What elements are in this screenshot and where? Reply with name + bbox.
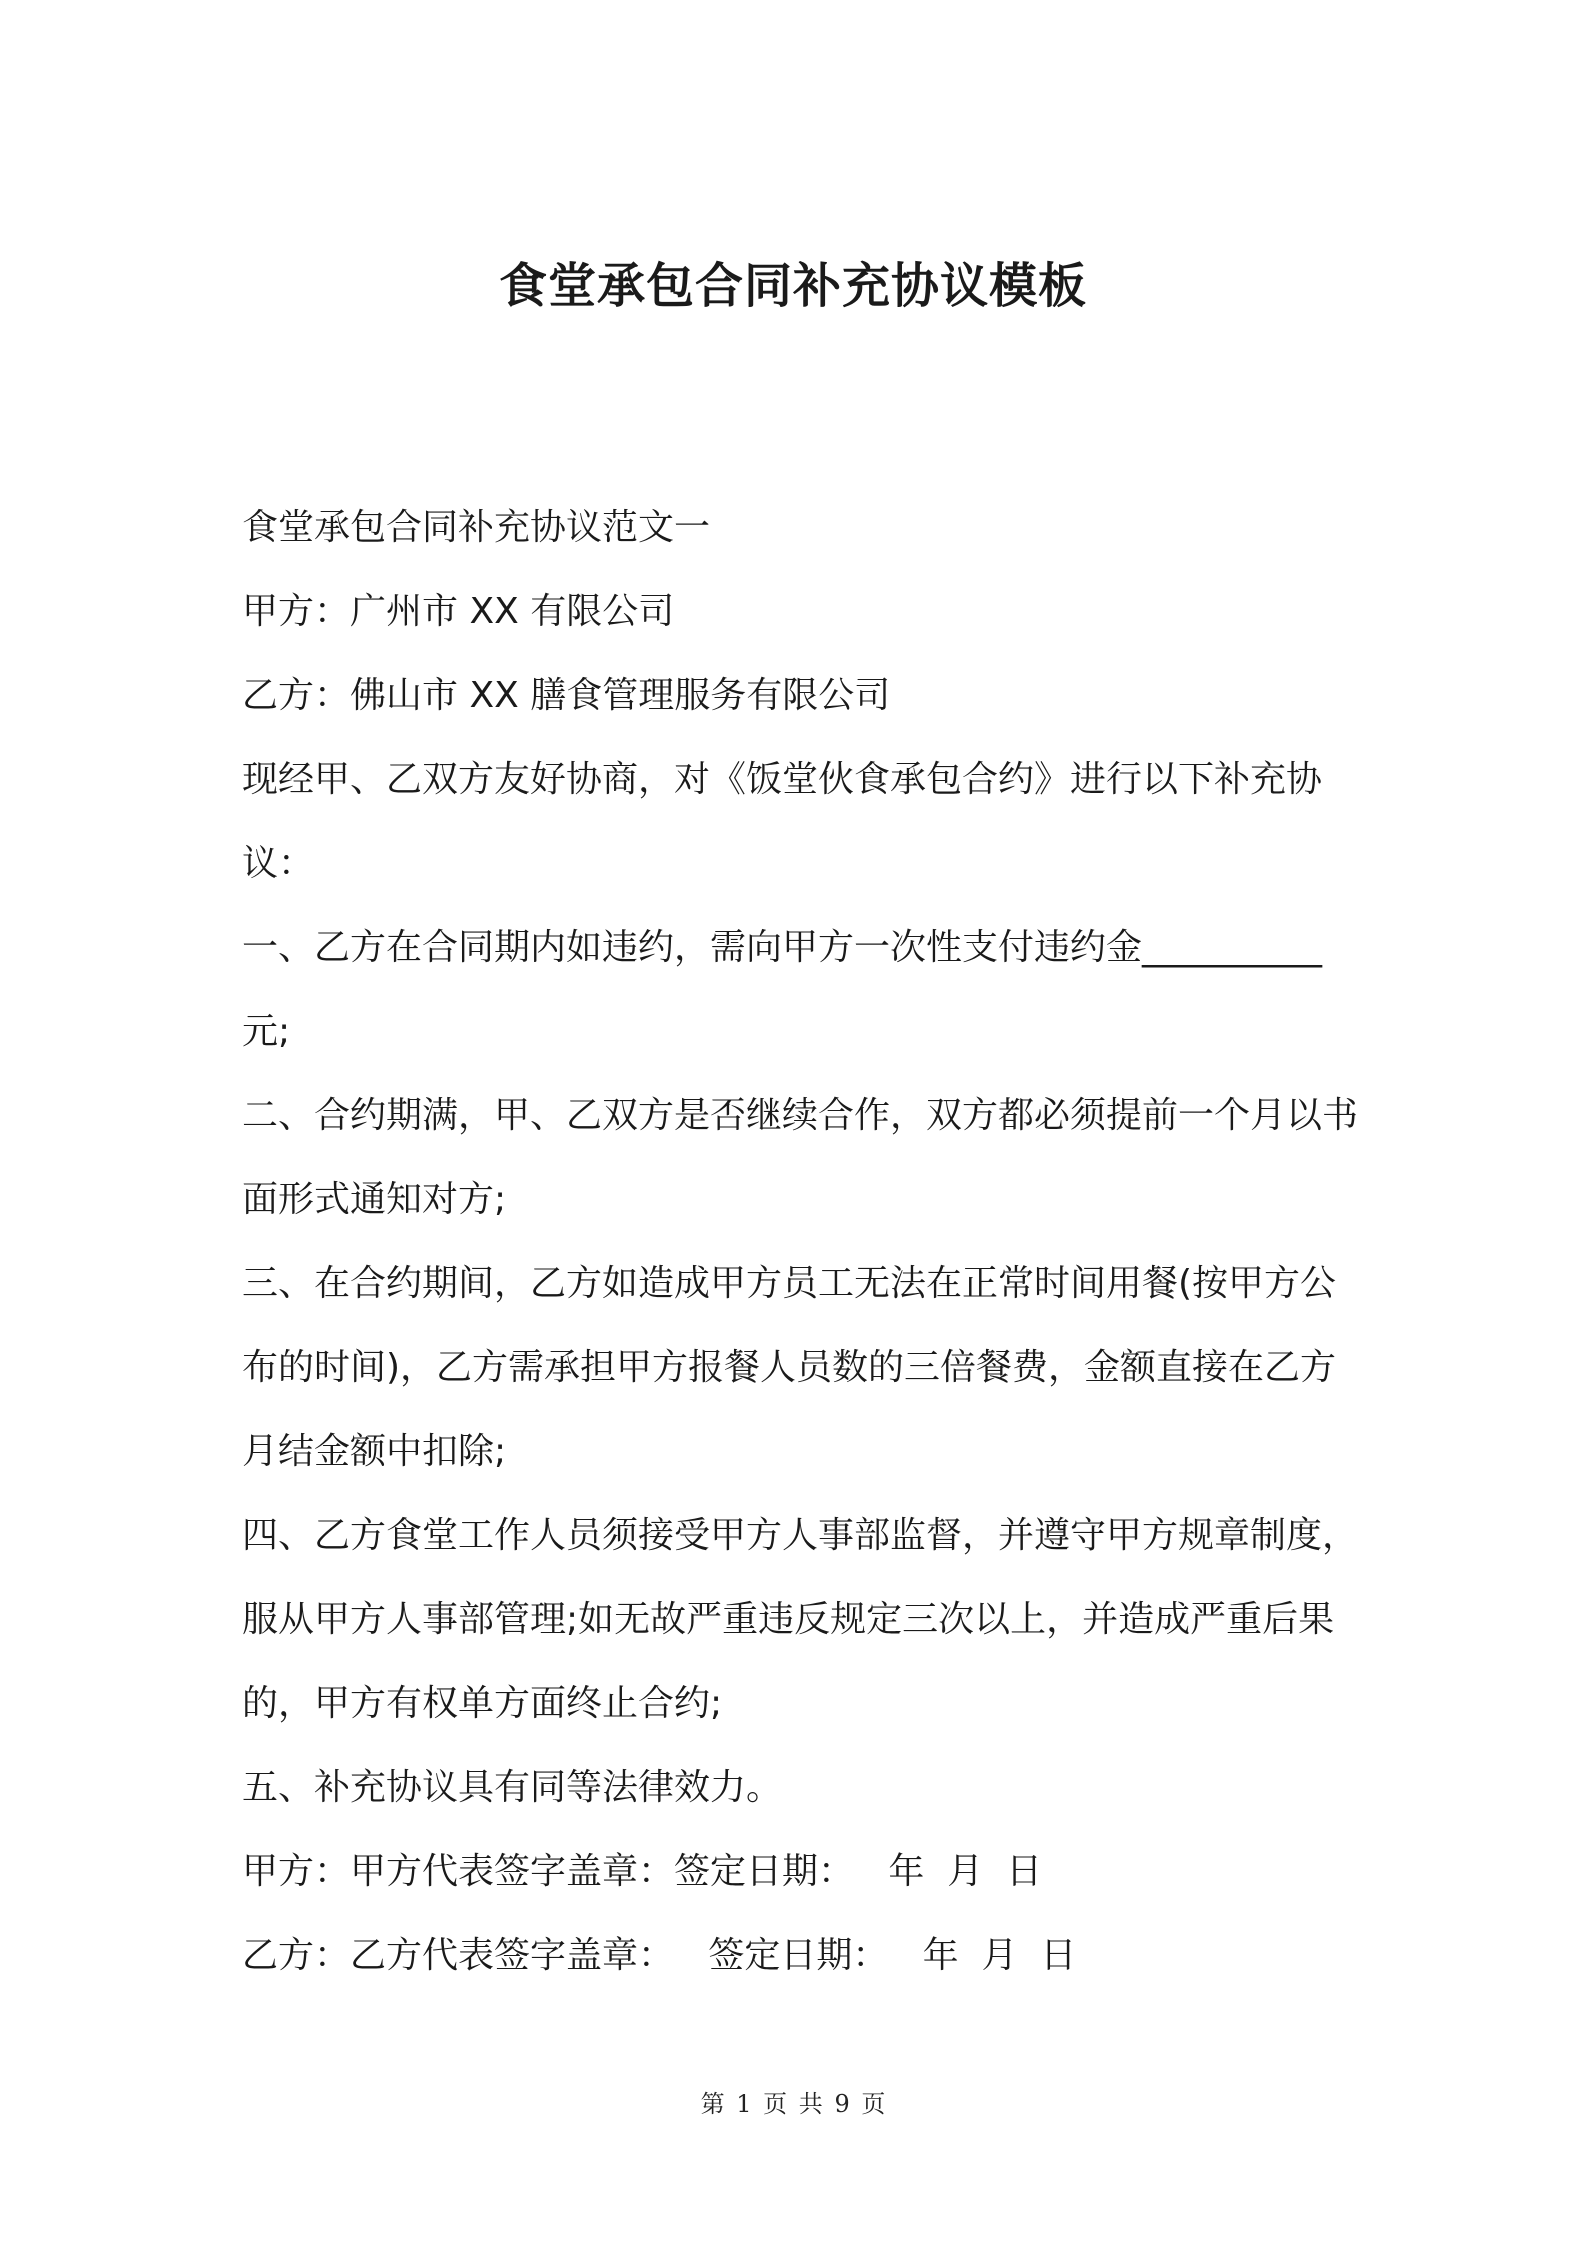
clause-1: 一、乙方在合同期内如违约，需向甲方一次性支付违约金__________元; [242,927,1323,1052]
clause-4: 四、乙方食堂工作人员须接受甲方人事部监督，并遵守甲方规章制度，服从甲方人事部管理;如无故严重违反规定三次以上，并造成严重后果的，甲方有权单方面终止合约; [242,1515,1359,1724]
clause-2: 二、合约期满，甲、乙双方是否继续合作，双方都必须提前一个月以书面形式通知对方; [242,1095,1359,1220]
paragraph-party-a: 甲方：广州市 XX 有限公司 [242,591,675,632]
clause-3: 三、在合约期间，乙方如造成甲方员工无法在正常时间用餐(按甲方公布的时间)，乙方需承担甲方报餐人员数的三倍餐费，金额直接在乙方月结金额中扣除; [242,1263,1337,1472]
paragraph-party-b: 乙方：佛山市 XX 膳食管理服务有限公司 [242,675,891,716]
signature-party-a: 甲方：甲方代表签字盖章：签定日期： 年 月 日 [242,1851,1043,1892]
signature-party-b: 乙方：乙方代表签字盖章： 签定日期： 年 月 日 [242,1935,1077,1976]
clause-5: 五、补充协议具有同等法律效力。 [242,1767,783,1808]
paragraph-subtitle: 食堂承包合同补充协议范文一 [242,507,711,548]
page-number-footer: 第 1 页 共 9 页 [700,2090,886,2118]
document-body [242,486,1362,1998]
paragraph-preamble: 现经甲、乙双方友好协商，对《饭堂伙食承包合约》进行以下补充协议： [242,759,1323,884]
document-title: 食堂承包合同补充协议模板 [498,258,1087,314]
